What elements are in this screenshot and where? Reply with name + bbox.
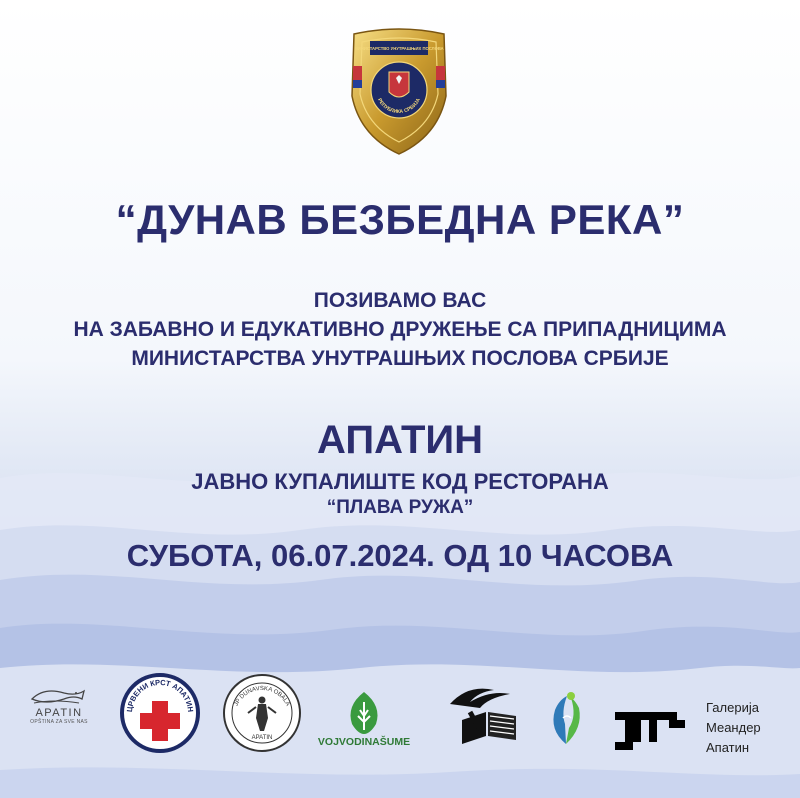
deer-leaf-icon: [316, 690, 412, 736]
leaf-figure-icon: [541, 688, 591, 748]
vojvodina-sume-name: VOJVODINAŠUME: [317, 736, 411, 748]
apatin-municipality-logo: [24, 683, 94, 733]
event-venue: “ПЛАВА РУЖА”: [326, 497, 474, 518]
event-datetime: СУБОТА, 06.07.2024. ОД 10 ЧАСОВА: [126, 538, 674, 573]
apatin-name: APATIN: [35, 707, 83, 719]
invitation-line: НА ЗАБАВНО И ЕДУКАТИВНО ДРУЖЕЊЕ СА ПРИПАДНИЦИМА: [73, 318, 727, 341]
fish-icon: [24, 683, 94, 707]
invitation-line: МИНИСТАРСТВА УНУТРАШЊИХ ПОСЛОВА СРБИЈЕ: [131, 347, 669, 370]
svg-text:МИНИСТАРСТВО УНУТРАШЊИХ ПОСЛОВ: МИНИСТАРСТВО УНУТРАШЊИХ ПОСЛОВА: [354, 46, 444, 51]
galerija-meander-text: [706, 698, 761, 758]
meander-icon: [613, 700, 693, 755]
library-logo: [440, 680, 532, 750]
galerija-line: Галерија: [706, 700, 759, 715]
ministry-emblem: [346, 26, 452, 156]
galerija-meander-logo: [613, 700, 693, 755]
vojvodina-sume-logo: [316, 690, 412, 752]
dunavska-obala-logo: [222, 673, 302, 753]
police-shield-icon: [346, 26, 452, 156]
apatin-tagline: OPŠTINA ZA SVE NAS: [30, 719, 88, 725]
svg-text:APATIN: APATIN: [251, 735, 273, 741]
health-logo: [541, 688, 591, 748]
galerija-line: Апатин: [706, 740, 750, 755]
red-cross-logo: [120, 673, 200, 753]
galerija-line: Меандер: [706, 720, 761, 735]
svg-text:ЦРВЕНИ КРСТ АПАТИН: ЦРВЕНИ КРСТ АПАТИН: [124, 677, 196, 713]
event-city: АПАТИН: [316, 418, 484, 462]
book-torch-icon: [440, 680, 532, 750]
event-title: “ДУНАВ БЕЗБЕДНА РЕКА”: [115, 196, 685, 243]
event-location: ЈАВНО КУПАЛИШТЕ КОД РЕСТОРАНА: [191, 469, 609, 494]
svg-text:JP DUNAVSKA OBALA: JP DUNAVSKA OBALA: [233, 685, 291, 708]
invitation-line: ПОЗИВАМО ВАС: [313, 289, 487, 312]
svg-text:РЕПУБЛИКА СРБИЈА: РЕПУБЛИКА СРБИЈА: [376, 97, 422, 116]
